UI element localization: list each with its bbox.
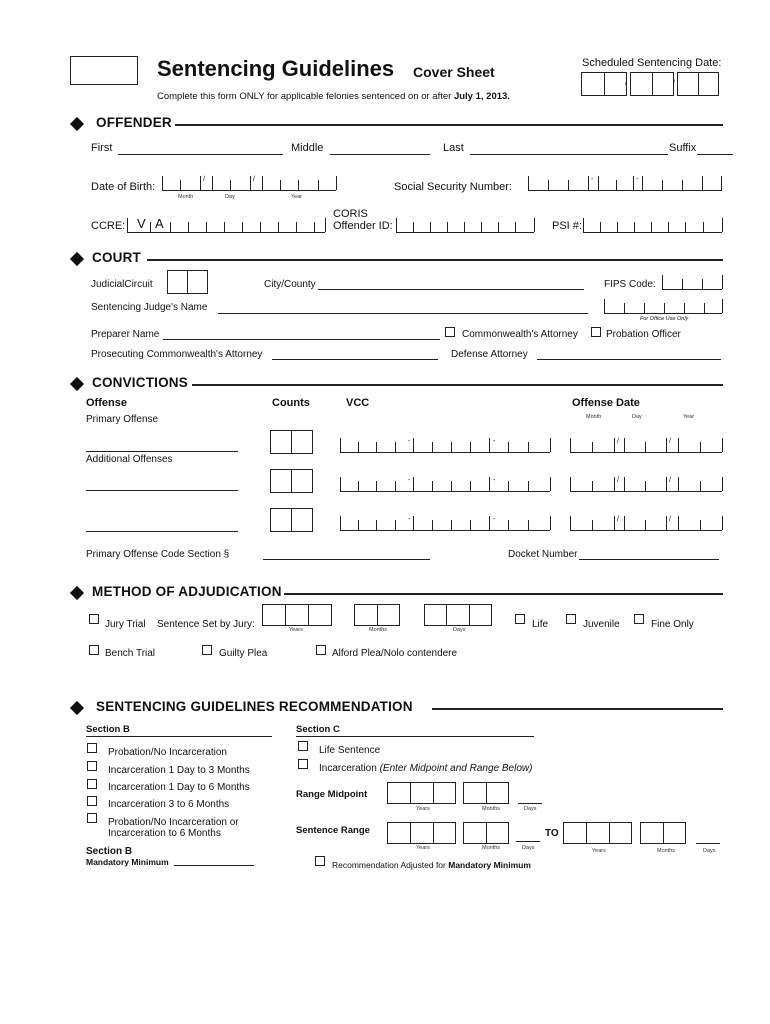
- prosecuting-label: Prosecuting Commonwealth's Attorney: [91, 349, 263, 360]
- docket-field[interactable]: [579, 559, 719, 560]
- form-subtitle: Cover Sheet: [413, 64, 495, 80]
- probation-or-incarceration-checkbox[interactable]: [87, 813, 97, 823]
- office-use-caption: For Office Use Only: [640, 316, 689, 322]
- jury-years-caption: Years: [289, 627, 303, 633]
- incarceration-1d-3m-checkbox[interactable]: [87, 761, 97, 771]
- primary-offense-label: Primary Offense: [86, 414, 159, 425]
- midpoint-months-caption: Months: [482, 806, 501, 812]
- suffix-label: Suffix: [669, 142, 697, 154]
- b-item-6: Incarceration to 6 Months: [108, 828, 221, 839]
- life-sentence-label: Life Sentence: [319, 745, 381, 756]
- vcc-field[interactable]: [340, 452, 550, 453]
- code-section-label: Primary Offense Code Section §: [86, 549, 230, 560]
- psi-field[interactable]: [583, 232, 722, 233]
- coris-label: CORIS: [333, 208, 368, 220]
- incarceration-label: Incarceration (Enter Midpoint and Range Below): [319, 763, 533, 774]
- ccre-prefix-v: V: [137, 216, 146, 231]
- court-heading: COURT: [92, 250, 141, 265]
- range-high-months-caption: Months: [657, 848, 676, 854]
- jury-months-caption: Months: [369, 627, 388, 633]
- section-diamond-icon: [70, 586, 84, 600]
- office-use-field[interactable]: [604, 313, 722, 314]
- b-item-5: Probation/No Incarceration or: [108, 817, 239, 828]
- docket-label: Docket Number: [508, 549, 578, 560]
- incarceration-1d-6m-checkbox[interactable]: [87, 779, 97, 789]
- office-stamp-box[interactable]: [70, 56, 138, 85]
- commonwealth-attorney-checkbox[interactable]: [445, 327, 455, 337]
- range-low-months-caption: Months: [482, 845, 501, 851]
- offense-date-field[interactable]: [570, 452, 722, 453]
- bench-trial-label: Bench Trial: [105, 648, 156, 659]
- section-diamond-icon: [70, 117, 84, 131]
- range-to-label: TO: [545, 828, 559, 839]
- judge-field[interactable]: [218, 313, 588, 314]
- dob-label: Date of Birth:: [91, 181, 156, 193]
- adjusted-mandatory-label: Recommendation Adjusted for Mandatory Minimum: [332, 860, 531, 870]
- jury-days-box[interactable]: [424, 604, 492, 626]
- city-county-field[interactable]: [318, 289, 584, 290]
- b-item-3: Incarceration 1 Day to 6 Months: [108, 782, 250, 793]
- guilty-plea-label: Guilty Plea: [219, 648, 268, 659]
- midpoint-days-field[interactable]: [518, 803, 542, 804]
- offense-column-header: Offense: [86, 397, 127, 409]
- commonwealth-attorney-label: Commonwealth's Attorney: [462, 329, 578, 340]
- defense-label: Defense Attorney: [451, 349, 528, 360]
- ssn-field[interactable]: [528, 190, 722, 191]
- preparer-label: Preparer Name: [91, 329, 160, 340]
- ccre-field[interactable]: [127, 232, 325, 233]
- dob-field[interactable]: [162, 190, 336, 191]
- jury-trial-label: Jury Trial: [105, 619, 146, 630]
- adjusted-mandatory-checkbox[interactable]: [315, 856, 325, 866]
- fine-only-label: Fine Only: [651, 619, 694, 630]
- middle-name-field[interactable]: [330, 154, 430, 155]
- jury-trial-checkbox[interactable]: [89, 614, 99, 624]
- sentence-range-label: Sentence Range: [296, 825, 370, 836]
- fine-only-checkbox[interactable]: [634, 614, 644, 624]
- defense-field[interactable]: [537, 359, 721, 360]
- fips-field[interactable]: [662, 289, 722, 290]
- jury-years-box[interactable]: [262, 604, 332, 626]
- midpoint-days-caption: Days: [524, 806, 537, 812]
- offense-month-caption: Month: [586, 414, 602, 420]
- range-high-years-caption: Years: [592, 848, 606, 854]
- recommendation-heading: SENTENCING GUIDELINES RECOMMENDATION: [96, 699, 413, 714]
- alford-plea-checkbox[interactable]: [316, 645, 326, 655]
- range-low-days-caption: Days: [522, 845, 535, 851]
- juvenile-label: Juvenile: [583, 619, 620, 630]
- juvenile-checkbox[interactable]: [566, 614, 576, 624]
- offense-date-field[interactable]: [570, 491, 722, 492]
- suffix-field[interactable]: [697, 154, 733, 155]
- sentence-set-by-jury-label: Sentence Set by Jury:: [157, 619, 255, 630]
- midpoint-years-caption: Years: [416, 806, 430, 812]
- psi-label: PSI #:: [552, 220, 582, 232]
- range-high-days-field[interactable]: [696, 843, 720, 844]
- dob-year-caption: Year: [291, 194, 303, 200]
- scheduled-date-label: Scheduled Sentencing Date:: [582, 57, 722, 69]
- last-name-field[interactable]: [470, 154, 668, 155]
- first-name-label: First: [91, 142, 113, 154]
- b-item-2: Incarceration 1 Day to 3 Months: [108, 765, 250, 776]
- incarceration-checkbox[interactable]: [298, 759, 308, 769]
- code-section-field[interactable]: [263, 559, 430, 560]
- vcc-field[interactable]: [340, 530, 550, 531]
- convictions-heading: CONVICTIONS: [92, 375, 188, 390]
- mandatory-minimum-field[interactable]: [174, 865, 254, 866]
- b-item-4: Incarceration 3 to 6 Months: [108, 799, 230, 810]
- adjudication-heading: METHOD OF ADJUDICATION: [92, 584, 282, 599]
- offender-heading: OFFENDER: [96, 115, 172, 130]
- probation-no-incarceration-checkbox[interactable]: [87, 743, 97, 753]
- life-label: Life: [532, 619, 549, 630]
- additional-offense-field[interactable]: [86, 490, 238, 491]
- dob-day-caption: Day: [225, 194, 235, 200]
- section-diamond-icon: [70, 377, 84, 391]
- city-county-label: City/County: [264, 279, 316, 290]
- preparer-field[interactable]: [163, 339, 440, 340]
- life-checkbox[interactable]: [515, 614, 525, 624]
- last-name-label: Last: [443, 142, 464, 154]
- counts-column-header: Counts: [272, 397, 310, 409]
- b-item-1: Probation/No Incarceration: [108, 747, 227, 758]
- life-sentence-checkbox[interactable]: [298, 741, 308, 751]
- judicial-circuit-label: JudicialCircuit: [91, 279, 153, 290]
- section-diamond-icon: [70, 252, 84, 266]
- section-b-heading: Section B: [86, 724, 130, 735]
- probation-officer-checkbox[interactable]: [591, 327, 601, 337]
- range-low-years-caption: Years: [416, 845, 430, 851]
- middle-name-label: Middle: [291, 142, 324, 154]
- offense-date-field[interactable]: [570, 530, 722, 531]
- ccre-prefix-a: A: [155, 216, 164, 231]
- section-diamond-icon: [70, 701, 84, 715]
- coris-id-field[interactable]: [396, 232, 534, 233]
- primary-offense-field[interactable]: [86, 451, 238, 452]
- instruction-text: Complete this form ONLY for applicable felonies sentenced on or after July 1, 2013.: [157, 91, 510, 102]
- incarceration-3-6m-checkbox[interactable]: [87, 796, 97, 806]
- additional-offenses-label: Additional Offenses: [86, 454, 173, 465]
- vcc-field[interactable]: [340, 491, 550, 492]
- range-high-years-box[interactable]: [563, 822, 632, 844]
- section-b-mandatory-heading: Section B: [86, 846, 133, 857]
- dob-month-caption: Month: [178, 194, 194, 200]
- mandatory-minimum-label: Mandatory Minimum: [86, 857, 169, 867]
- judge-label: Sentencing Judge's Name: [91, 302, 208, 313]
- jury-days-caption: Days: [453, 627, 466, 633]
- guilty-plea-checkbox[interactable]: [202, 645, 212, 655]
- prosecuting-field[interactable]: [272, 359, 438, 360]
- range-high-days-caption: Days: [703, 848, 716, 854]
- range-midpoint-label: Range Midpoint: [296, 789, 368, 800]
- fips-label: FIPS Code:: [604, 279, 656, 290]
- midpoint-years-box[interactable]: [387, 782, 456, 804]
- probation-officer-label: Probation Officer: [606, 329, 681, 340]
- ssn-label: Social Security Number:: [394, 181, 512, 193]
- offender-id-label: Offender ID:: [333, 220, 393, 232]
- offense-day-caption: Day: [632, 414, 642, 420]
- first-name-field[interactable]: [118, 154, 283, 155]
- alford-plea-label: Alford Plea/Nolo contendere: [332, 648, 458, 659]
- vcc-column-header: VCC: [346, 397, 370, 409]
- range-low-years-box[interactable]: [387, 822, 456, 844]
- additional-offense-field[interactable]: [86, 531, 238, 532]
- section-c-heading: Section C: [296, 724, 340, 735]
- offense-year-caption: Year: [683, 414, 695, 420]
- range-low-days-field[interactable]: [516, 841, 540, 842]
- offense-date-column-header: Offense Date: [572, 397, 640, 409]
- bench-trial-checkbox[interactable]: [89, 645, 99, 655]
- ccre-label: CCRE:: [91, 220, 126, 232]
- form-title: Sentencing Guidelines: [157, 56, 395, 81]
